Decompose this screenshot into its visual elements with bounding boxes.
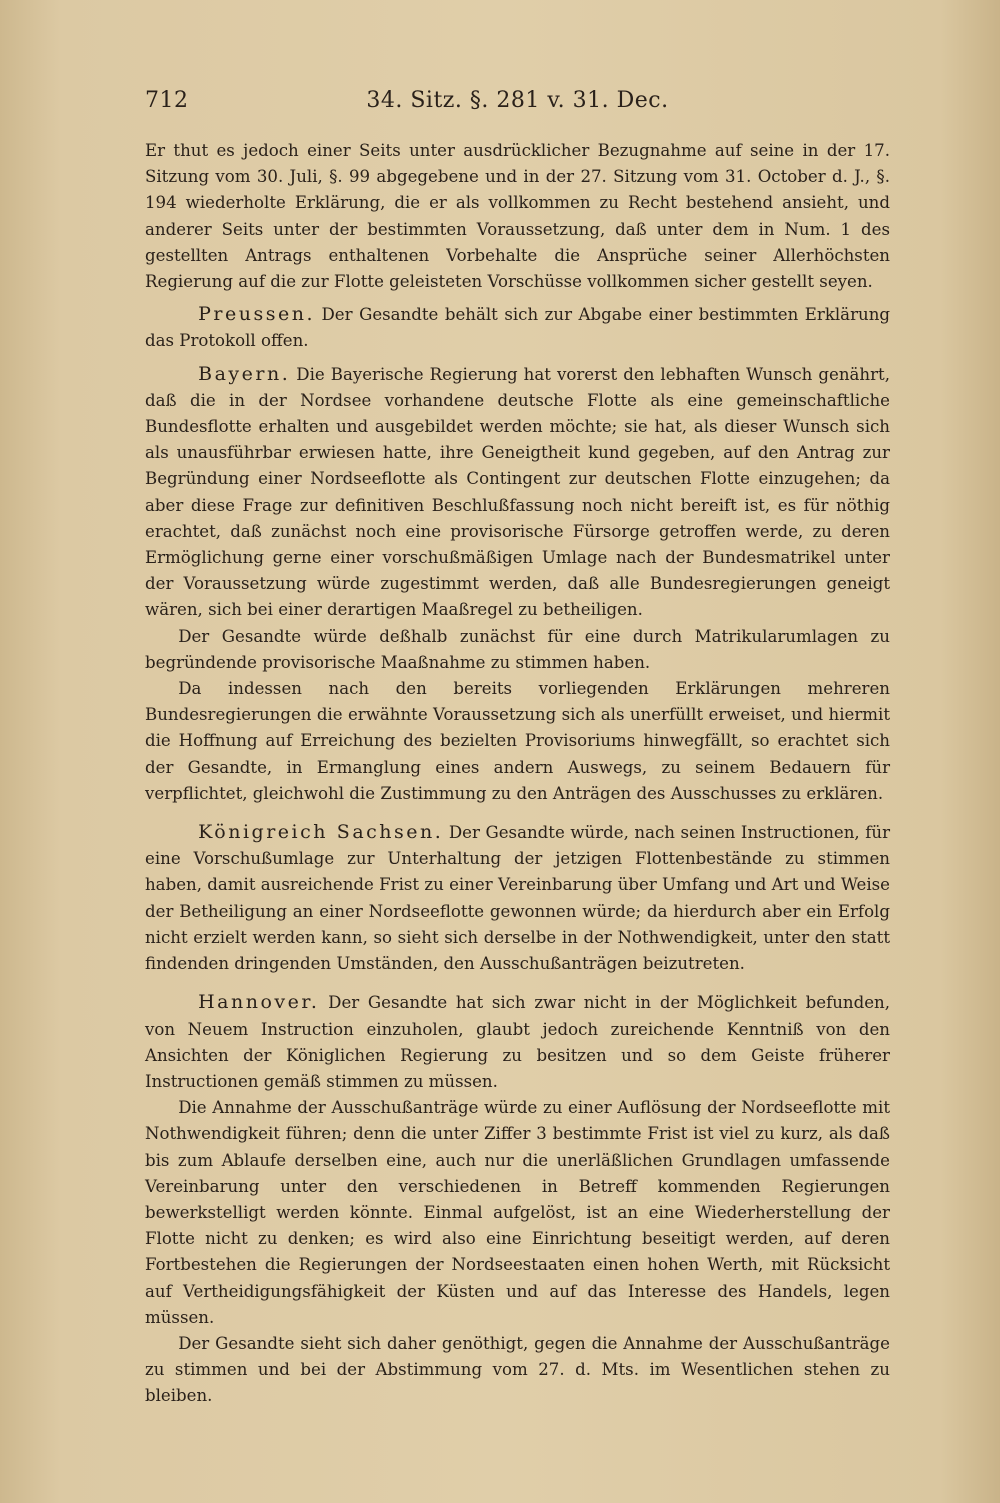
state-heading-hannover: Hannover. xyxy=(198,991,320,1014)
state-heading-bayern: Bayern. xyxy=(198,362,291,385)
body-text xyxy=(145,138,890,1410)
running-head: 34. Sitz. §. 281 v. 31. Dec. xyxy=(366,88,669,113)
paragraph-text: Da indessen nach den bereits vorliegenden Erklärungen mehreren Bundesregierungen die erwähnte Voraussetzung sich als unerfüllt erweiset, und hiermit die Hoffnung auf Erreichung des bezielten Provisoriums hinwegfällt, so erachtet sich der Gesandte, in Ermanglung eines andern Auswegs, zu seinem Bedauern für verpflichtet, gleichwohl die Zustimmung zu den Anträgen des Ausschusses zu erklären. xyxy=(145,679,890,803)
paragraph-preussen xyxy=(145,301,890,354)
paragraph-text: Der Gesandte würde, nach seinen Instructionen, für eine Vorschußumlage zur Unterhaltung der jetzigen Flottenbestände zu stimmen haben, damit ausreichende Frist zu einer Vereinbarung über Umfang und Art und Weise der Betheiligung an einer Nordseeflotte gewonnen würde; da hierdurch aber ein Erfolg nicht erzielt werden kann, so sieht sich derselbe in der Nothwendigkeit, unter den statt findenden dringenden Umständen, den Ausschußanträgen beizutreten. xyxy=(145,823,890,974)
paragraph-text: Die Annahme der Ausschußanträge würde zu einer Auflösung der Nordseeflotte mit Nothwendigkeit führen; denn die unter Ziffer 3 bestimmte Frist ist viel zu kurz, als daß bis zum Ablaufe derselben eine, auch nur die unerläßlichen Grundlagen umfassende Vereinbarung unter den verschiedenen in Betreff kommenden Regierungen bewerkstelligt werden könnte. Einmal aufgelöst, ist an eine Wiederherstellung der Flotte nicht zu denken; es wird also eine Einrichtung beseitigt werden, auf deren Fortbestehen die Regierungen der Nordseestaaten einen hohen Werth, mit Rücksicht auf Vertheidigungsfähigkeit der Küsten und auf das Interesse des Handels, legen müssen. xyxy=(145,1098,890,1327)
paragraph-intro xyxy=(145,138,890,295)
paragraph-sachsen xyxy=(145,819,890,977)
paragraph-hannover-3 xyxy=(145,1331,890,1410)
paragraph-bayern xyxy=(145,361,890,624)
paragraph-text: Der Gesandte sieht sich daher genöthigt, gegen die Annahme der Ausschußanträge zu stimmen und bei der Abstimmung vom 27. d. Mts. im Wesentlichen stehen zu bleiben. xyxy=(145,1333,890,1406)
paragraph-text: Der Gesandte würde deßhalb zunächst für eine durch Matrikularumlagen zu begründende provisorische Maaßnahme zu stimmen haben. xyxy=(145,626,890,672)
paragraph-hannover xyxy=(145,989,890,1095)
state-heading-sachsen: Königreich Sachsen. xyxy=(198,821,444,844)
paragraph-text: Die Bayerische Regierung hat vorerst den lebhaften Wunsch genährt, daß die in der Nordsee vorhandene deutsche Flotte als eine gemeinschaftliche Bundesflotte erhalten und ausgebildet werden möchte; sie hat, als dieser Wunsch sich als unausführbar erwiesen hatte, ihre Geneigtheit kund gegeben, auf den Antrag zur Begründung einer Nordseeflotte als Contingent zur deutschen Flotte einzugehen; da aber diese Frage zur definitiven Beschlußfassung noch nicht bereift ist, es für nöthig erachtet, daß zunächst noch eine provisorische Fürsorge getroffen werde, zu deren Ermöglichung gerne einer vorschußmäßigen Umlage nach der Bundesmatrikel unter der Voraussetzung würde zugestimmt werden, daß alle Bundesregierungen geneigt wären, sich bei einer derartigen Maaßregel zu betheiligen. xyxy=(145,364,890,620)
paragraph-bayern-3 xyxy=(145,676,890,807)
paragraph-hannover-2 xyxy=(145,1095,890,1331)
paragraph-text: Er thut es jedoch einer Seits unter ausdrücklicher Bezugnahme auf seine in der 17. Sitzung vom 30. Juli, §. 99 abgegebene und in der 27. Sitzung vom 31. October d. J., §. 194 wiederholte Erklärung, die er als vollkommen zu Recht bestehend ansieht, und anderer Seits unter der bestimmten Voraussetzung, daß unter dem in Num. 1 des gestellten Antrags enthaltenen Vorbehalte die Ansprüche seiner Allerhöchsten Regierung auf die zur Flotte geleisteten Vorschüsse vollkommen sicher gestellt seyen. xyxy=(145,141,890,292)
paragraph-text: Der Gesandte behält sich zur Abgabe einer bestimmten Erklärung das Protokoll offen. xyxy=(145,305,890,351)
state-heading-preussen: Preussen. xyxy=(198,303,315,326)
page-number: 712 xyxy=(145,88,189,113)
paragraph-text: Der Gesandte hat sich zwar nicht in der Möglichkeit befunden, von Neuem Instruction einzuholen, glaubt jedoch zureichende Kenntniß von den Ansichten der Königlichen Regierung zu besitzen und so dem Geiste früherer Instructionen gemäß stimmen zu müssen. xyxy=(145,993,890,1091)
paragraph-bayern-2 xyxy=(145,624,890,676)
page-header xyxy=(145,88,890,122)
